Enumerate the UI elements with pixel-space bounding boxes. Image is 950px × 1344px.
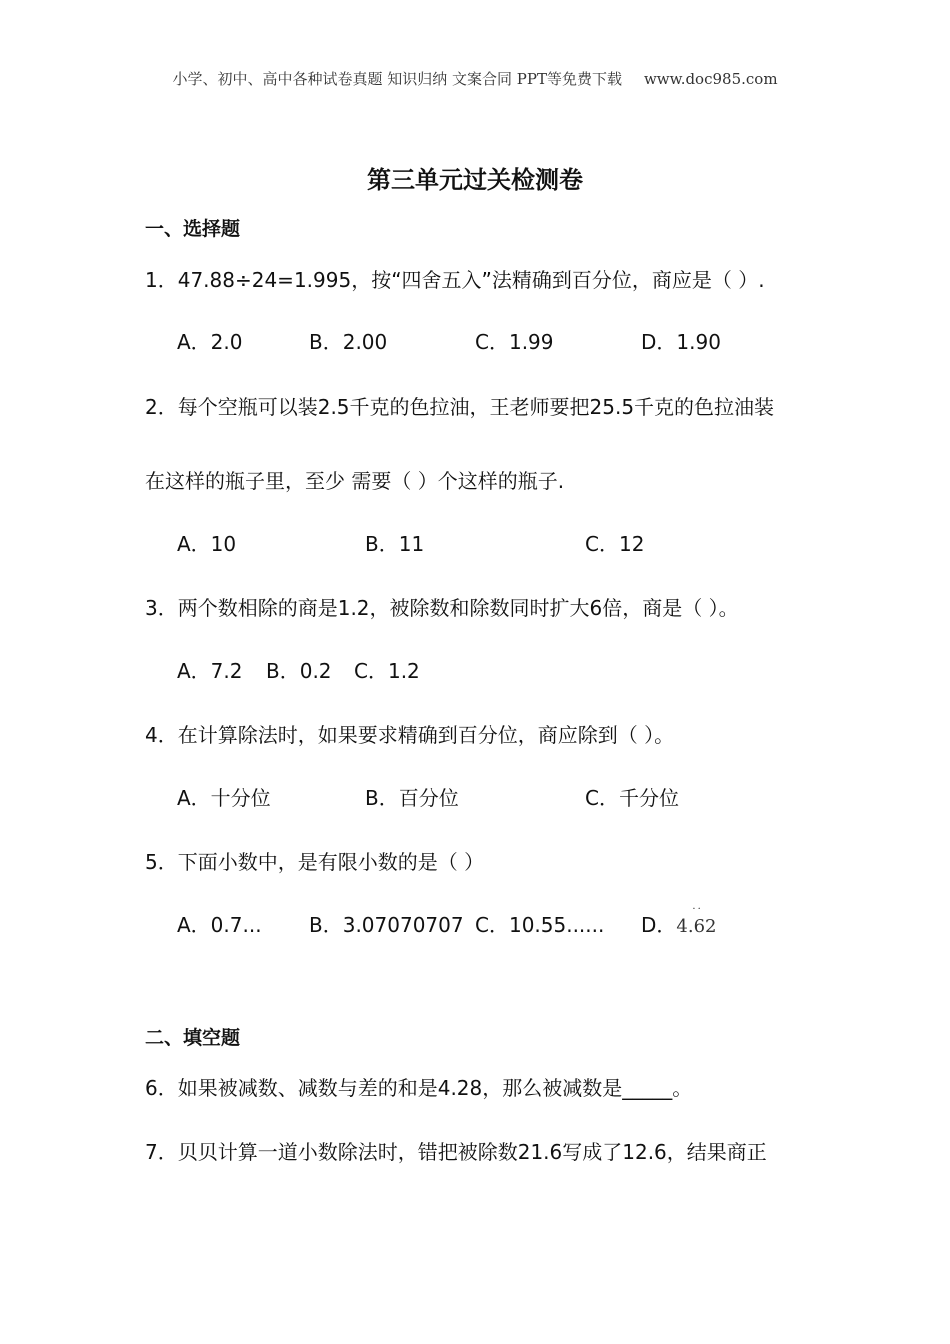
q5-option-b: B．3.07070707: [309, 913, 464, 937]
question-2-line2: 在这样的瓶子里，至少 需要（ ）个这样的瓶子.: [145, 469, 565, 493]
header-text: 小学、初中、高中各种试卷真题 知识归纳 文案合同 PPT等免费下载: [172, 70, 622, 88]
question-7: 7．贝贝计算一道小数除法时，错把被除数21.6写成了12.6，结果商正: [145, 1140, 767, 1164]
q1-option-b: B．2.00: [309, 330, 388, 354]
q2-option-b: B．11: [365, 532, 425, 556]
q5-option-a: A．0.7...: [177, 913, 262, 937]
q3-option-c: C．1.2: [354, 659, 420, 683]
q2-option-c: C．12: [585, 532, 645, 556]
repeating-decimal-value: [676, 904, 717, 937]
question-2-line1: 2．每个空瓶可以装2.5千克的色拉油，王老师要把25.5千克的色拉油装: [145, 395, 775, 419]
q4-option-a: A．十分位: [177, 786, 271, 810]
question-6: 6．如果被减数、减数与差的和是4.28，那么被减数是_____。: [145, 1076, 693, 1100]
q5-option-d: [641, 904, 717, 938]
page-header: [0, 68, 950, 89]
q5-option-d-label: D．: [641, 913, 677, 937]
q4-option-c: C．千分位: [585, 786, 679, 810]
q3-option-a: A．7.2: [177, 659, 243, 683]
q1-option-d: D．1.90: [641, 330, 721, 354]
section-heading-fill: 二、填空题: [145, 1027, 241, 1049]
q1-option-c: C．1.99: [475, 330, 554, 354]
question-3: 3．两个数相除的商是1.2，被除数和除数同时扩大6倍，商是（ ）。: [145, 596, 739, 620]
question-4: 4．在计算除法时，如果要求精确到百分位，商应除到（ ）。: [145, 723, 675, 747]
question-5: 5．下面小数中，是有限小数的是（ ）: [145, 850, 485, 874]
q5-option-c: C．10.55......: [475, 913, 605, 937]
header-url[interactable]: www.doc985.com: [643, 70, 778, 88]
section-heading-choice: 一、选择题: [145, 218, 241, 240]
q3-option-b: B．0.2: [266, 659, 332, 683]
question-1: 1．47.88÷24=1.995，按“四舍五入”法精确到百分位，商应是（ ）.: [145, 268, 765, 292]
q1-option-a: A．2.0: [177, 330, 243, 354]
page-title: 第三单元过关检测卷: [367, 166, 583, 194]
repeating-decimal-text: 4.62: [676, 916, 717, 937]
repeating-dots: ··: [692, 904, 703, 915]
q4-option-b: B．百分位: [365, 786, 459, 810]
q2-option-a: A．10: [177, 532, 237, 556]
